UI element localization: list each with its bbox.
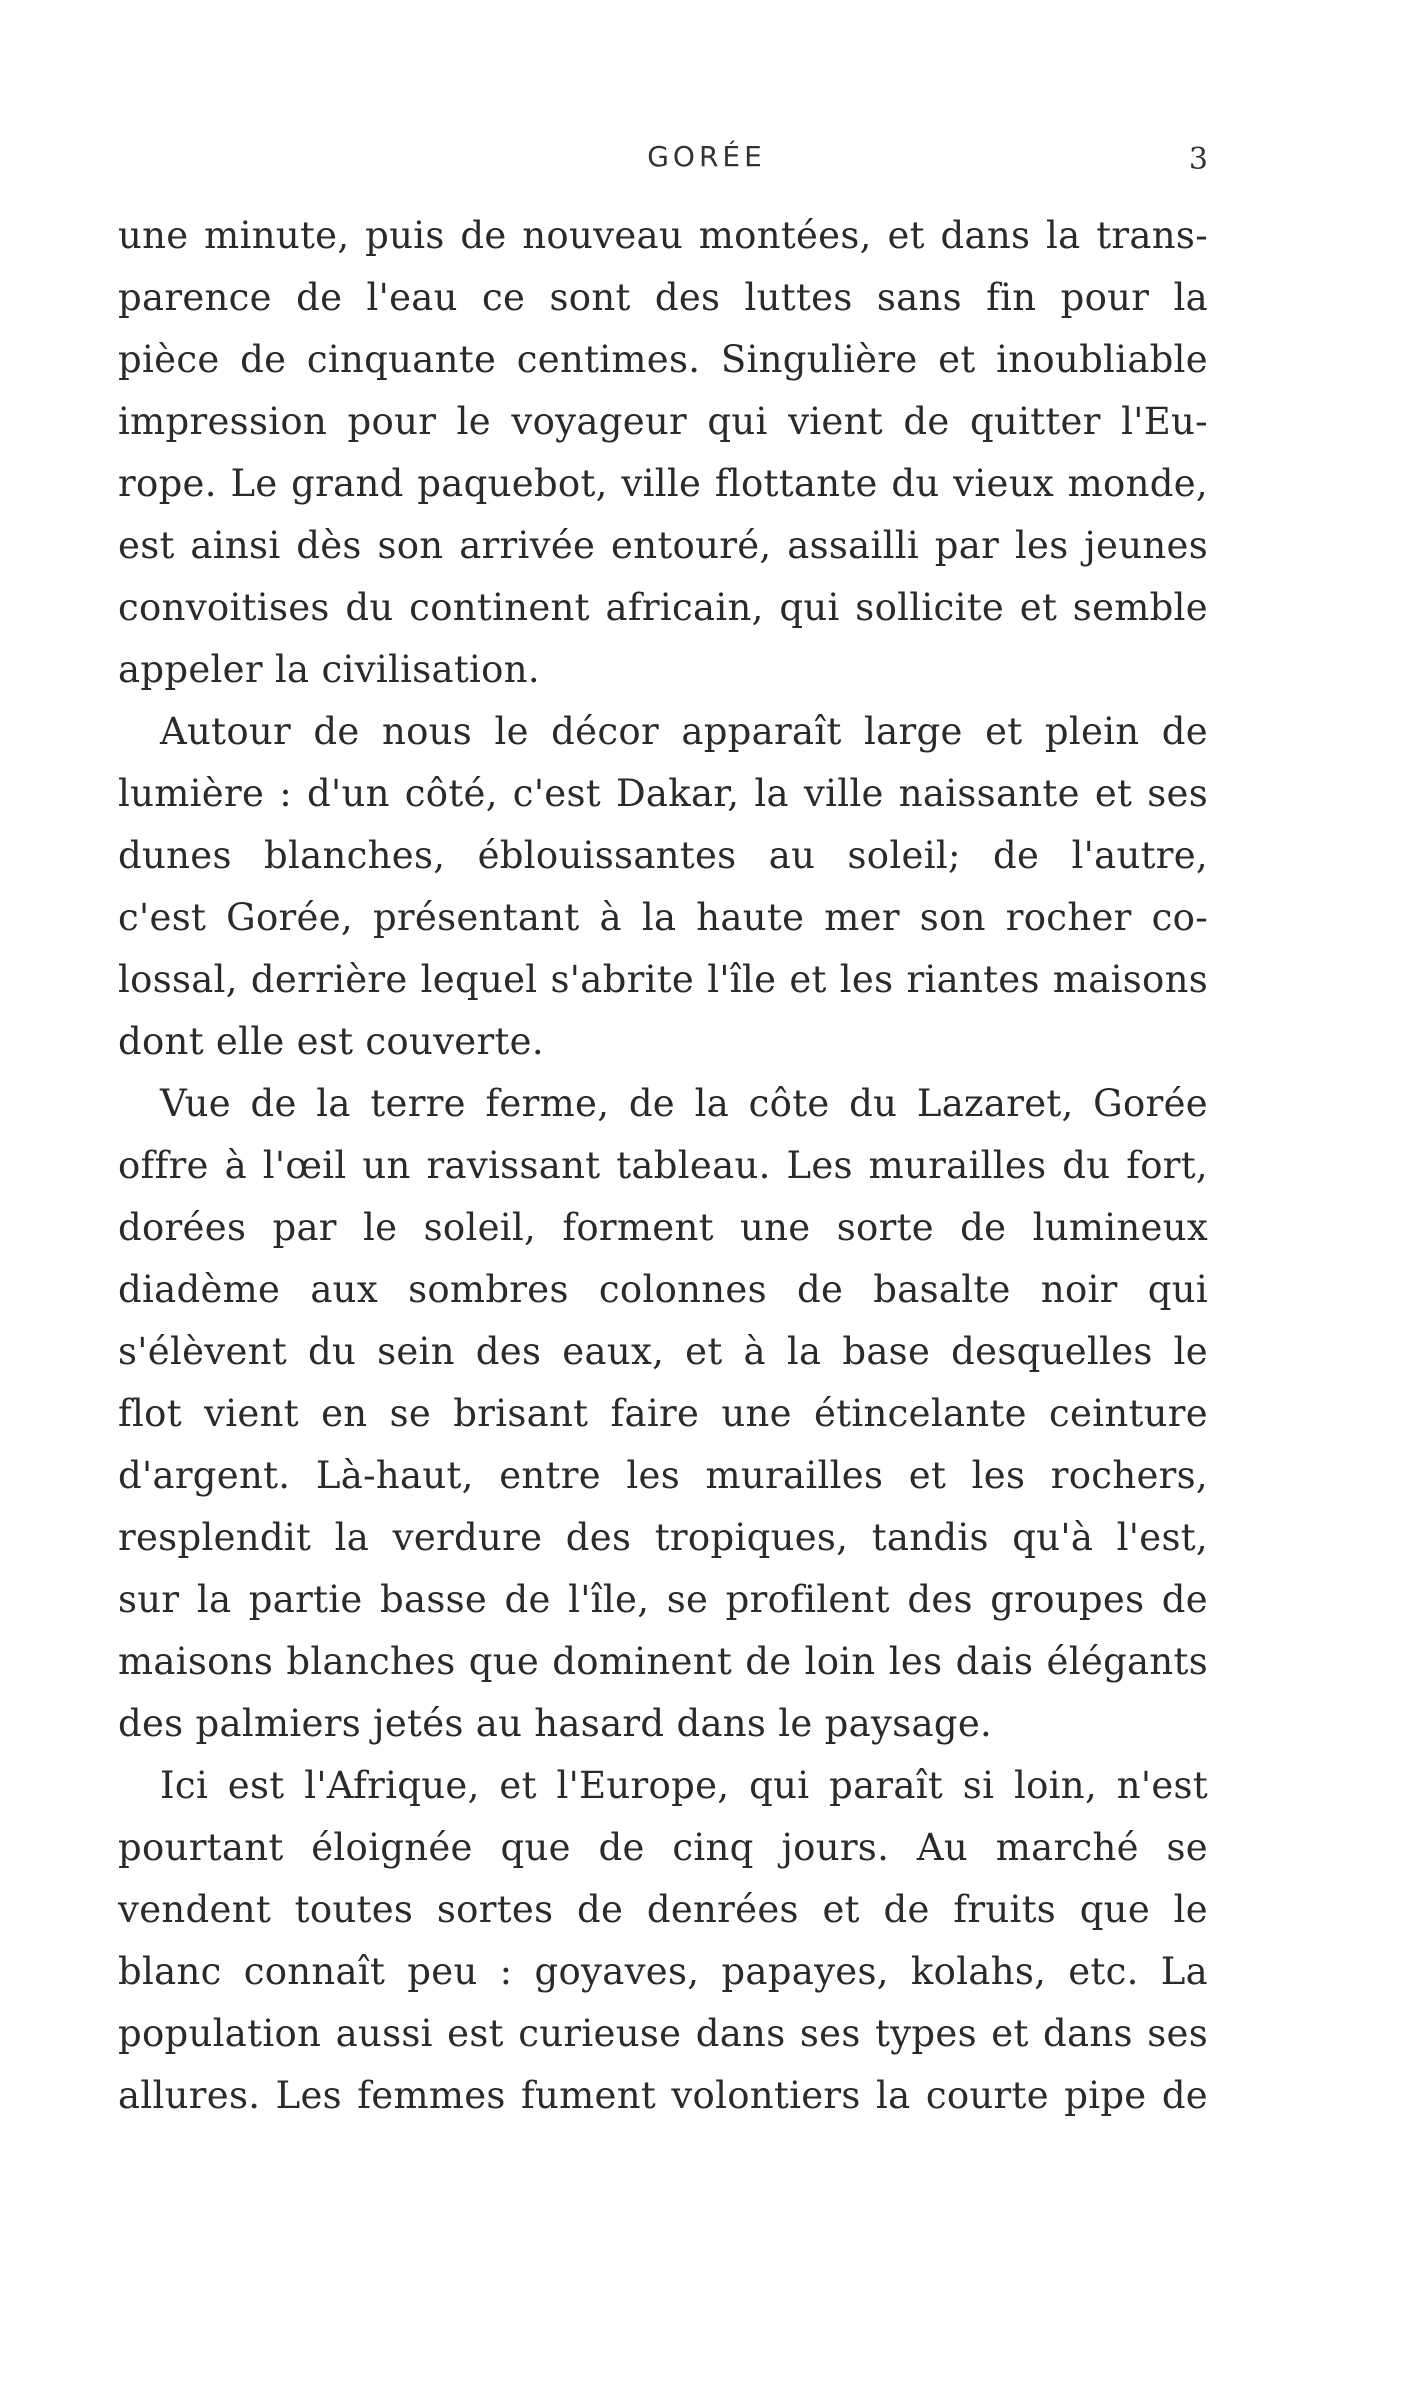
text-line: sur la partie basse de l'île, se profilent des groupes de (118, 1578, 1208, 1621)
text-line: s'élèvent du sein des eaux, et à la base desquelles le (118, 1330, 1208, 1373)
text-line: des palmiers jetés au hasard dans le paysage. (118, 1702, 993, 1745)
text-line: d'argent. Là-haut, entre les murailles et les rochers, (118, 1454, 1208, 1497)
text-line: allures. Les femmes fument volontiers la courte pipe de (118, 2074, 1208, 2117)
running-title: GORÉE (647, 140, 766, 173)
text-line: dont elle est couverte. (118, 1020, 544, 1063)
text-line: pièce de cinquante centimes. Singulière et inoubliable (118, 338, 1208, 381)
text-line: impression pour le voyageur qui vient de quitter l'Eu- (118, 400, 1208, 443)
text-line: blanc connaît peu : goyaves, papayes, kolahs, etc. La (118, 1950, 1208, 1993)
text-line: flot vient en se brisant faire une étincelante ceinture (118, 1392, 1208, 1435)
text-line: appeler la civilisation. (118, 648, 540, 691)
text-line: diadème aux sombres colonnes de basalte noir qui (118, 1268, 1208, 1311)
text-line: Vue de la terre ferme, de la côte du Lazaret, Gorée (160, 1082, 1208, 1125)
text-line: vendent toutes sortes de denrées et de fruits que le (118, 1888, 1208, 1931)
text-line: dunes blanches, éblouissantes au soleil; de l'autre, (118, 834, 1208, 877)
running-header (0, 140, 1413, 190)
text-line: rope. Le grand paquebot, ville flottante du vieux monde, (118, 462, 1208, 505)
text-line: convoitises du continent africain, qui sollicite et semble (118, 586, 1208, 629)
text-line: dorées par le soleil, forment une sorte de lumineux (118, 1206, 1208, 1249)
text-line: pourtant éloignée que de cinq jours. Au marché se (118, 1826, 1208, 1869)
text-line: maisons blanches que dominent de loin les dais élégants (118, 1640, 1208, 1683)
text-line: offre à l'œil un ravissant tableau. Les murailles du fort, (118, 1144, 1208, 1187)
text-line: Autour de nous le décor apparaît large et plein de (160, 710, 1208, 753)
text-line: lumière : d'un côté, c'est Dakar, la ville naissante et ses (118, 772, 1208, 815)
body-text (118, 205, 1208, 2127)
text-line: parence de l'eau ce sont des luttes sans fin pour la (118, 276, 1208, 319)
text-line: Ici est l'Afrique, et l'Europe, qui paraît si loin, n'est (160, 1764, 1208, 1807)
text-line: resplendit la verdure des tropiques, tandis qu'à l'est, (118, 1516, 1208, 1559)
text-line: est ainsi dès son arrivée entouré, assailli par les jeunes (118, 524, 1208, 567)
text-line: une minute, puis de nouveau montées, et dans la trans- (118, 214, 1208, 257)
text-line: c'est Gorée, présentant à la haute mer son rocher co- (118, 896, 1208, 939)
text-line: population aussi est curieuse dans ses types et dans ses (118, 2012, 1208, 2055)
page-number: 3 (1188, 142, 1208, 177)
text-line: lossal, derrière lequel s'abrite l'île et les riantes maisons (118, 958, 1208, 1001)
